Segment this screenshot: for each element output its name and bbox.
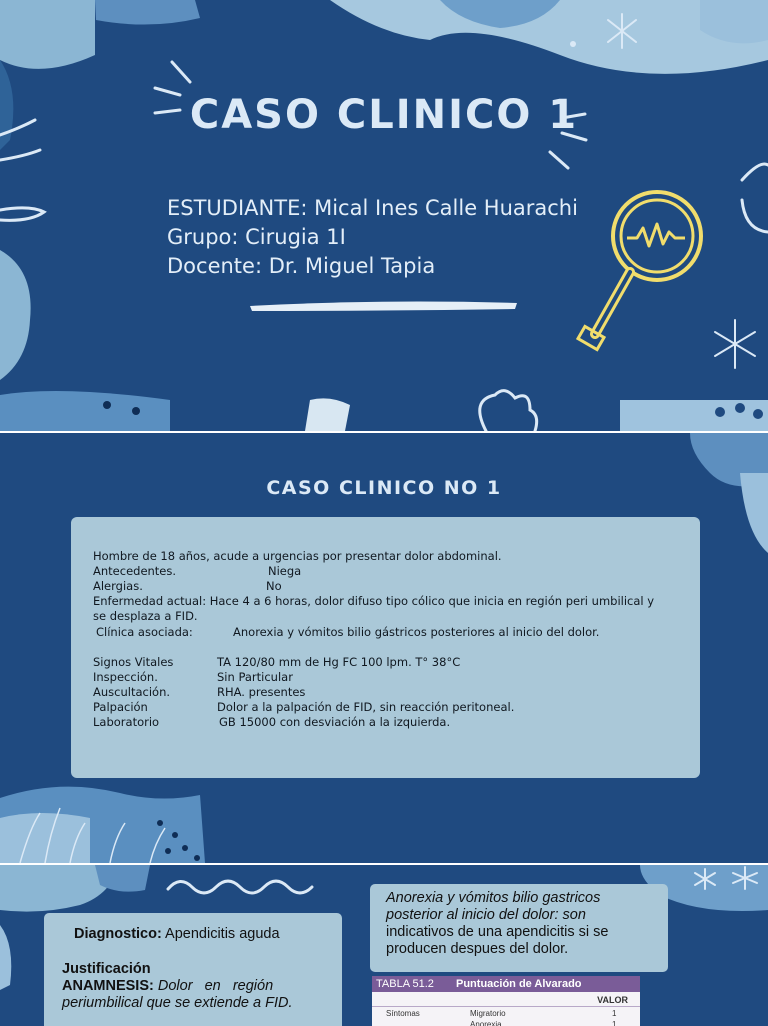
- diagnosis-line: [74, 926, 280, 943]
- case-label: Antecedentes.: [93, 564, 177, 578]
- vital-label: Palpación: [93, 700, 148, 714]
- table-cell: Anorexia: [470, 1020, 502, 1026]
- slide-diagnosis: [0, 865, 768, 1026]
- table-cell: 1: [612, 1020, 617, 1026]
- note-card: [370, 884, 668, 972]
- note-line: producen despues del dolor.: [386, 941, 569, 957]
- table-value-header: VALOR: [597, 995, 628, 1005]
- slide-title-text: CASO CLINICO 1: [189, 92, 579, 138]
- vital-value: RHA. presentes: [217, 685, 306, 699]
- anamnesis-text: periumbilical que se extiende a FID.: [62, 995, 293, 1011]
- case-line: Hombre de 18 años, acude a urgencias por presentar dolor abdominal.: [93, 549, 502, 563]
- group-line: Grupo: Cirugia 1I: [167, 225, 346, 249]
- vital-value: Sin Particular: [217, 670, 293, 684]
- slide-title: [0, 0, 768, 431]
- case-line: se desplaza a FID.: [93, 609, 198, 623]
- diagnosis-card: [44, 913, 342, 1026]
- case-value: No: [266, 579, 282, 593]
- table-cell: Síntomas: [386, 1009, 420, 1018]
- case-card: [71, 517, 700, 778]
- teacher-line: Docente: Dr. Miguel Tapia: [167, 254, 436, 278]
- table-cell: Migratorio: [470, 1009, 506, 1018]
- note-line: [386, 907, 586, 924]
- slide-case: [0, 433, 768, 863]
- case-title: CASO CLINICO NO 1: [266, 477, 502, 499]
- table-header: [372, 976, 640, 992]
- diagnosis-label: Diagnostico:: [74, 926, 162, 942]
- alvarado-table: [372, 976, 640, 1026]
- vital-value: GB 15000 con desviación a la izquierda.: [219, 715, 451, 729]
- note-line: Anorexia y vómitos bilio gastricos: [386, 890, 601, 906]
- case-label: Clínica asociada:: [96, 625, 193, 639]
- vital-label: Signos Vitales: [93, 655, 174, 669]
- justification-label: Justificación: [62, 961, 151, 977]
- table-cell: 1: [612, 1009, 617, 1018]
- vital-label: Auscultación.: [93, 685, 171, 699]
- case-value: Niega: [268, 564, 302, 578]
- vital-value: TA 120/80 mm de Hg FC 100 lpm. T° 38°C: [217, 655, 461, 669]
- magnifier-icon: [575, 186, 710, 356]
- note-line: indicativos de una apendicitis si se: [386, 924, 609, 940]
- note-italic: posterior al inicio del dolor: son: [386, 907, 586, 923]
- case-line: Enfermedad actual: Hace 4 a 6 horas, dolor difuso tipo cólico que inicia en región peri umbilical y: [93, 594, 655, 608]
- diagnosis-value: Apendicitis aguda: [165, 926, 280, 942]
- anamnesis-line: [62, 978, 330, 995]
- vital-label: Inspección.: [93, 670, 158, 684]
- vital-value: Dolor a la palpación de FID, sin reacción peritoneal.: [217, 700, 515, 714]
- table-title: Puntuación de Alvarado: [456, 978, 582, 990]
- student-line: ESTUDIANTE: Mical Ines Calle Huarachi: [167, 196, 578, 220]
- table-number: TABLA 51.2: [376, 978, 434, 990]
- anamnesis-label: ANAMNESIS:: [62, 978, 154, 994]
- anamnesis-text: Dolor en región: [157, 978, 274, 994]
- case-label: Alergias.: [93, 579, 143, 593]
- case-value: Anorexia y vómitos bilio gástricos posteriores al inicio del dolor.: [233, 625, 600, 639]
- vital-label: Laboratorio: [93, 715, 160, 729]
